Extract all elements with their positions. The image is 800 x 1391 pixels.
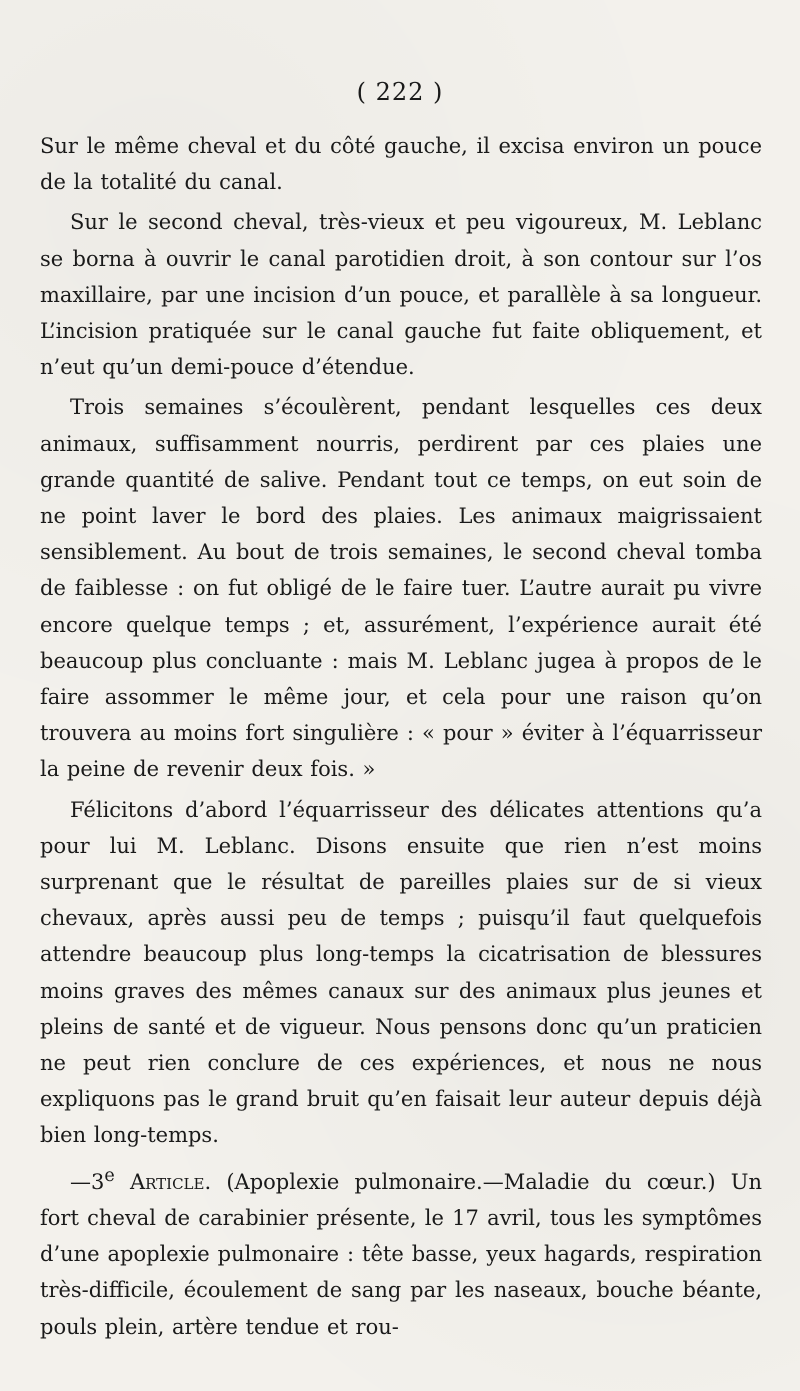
paragraph-5 (40, 1158, 762, 1345)
paragraph-2: Sur le second cheval, très-vieux et peu vigoureux, M. Leblanc se borna à ouvrir le canal parotidien droit, à son contour sur l’os maxillaire, par une incision d’un pouce, et parallèle à sa longueur. L’incision pratiquée sur le canal gauche fut faite obliquement, et n’eut qu’un demi-pouce d’étendue. (40, 210, 762, 380)
article-heading: Article. (129, 1169, 212, 1194)
body-text (40, 128, 762, 1345)
article-ordinal: e (104, 1165, 115, 1186)
page-number: ( 222 ) (356, 78, 444, 106)
paragraph-3: Trois semaines s’écoulèrent, pendant lesquelles ces deux animaux, suffisamment nourris, perdirent par ces plaies une grande quantité de salive. Pendant tout ce temps, on eut soin de ne point laver le bord des plaies. Les animaux maigrissaient sensiblement. Au bout de trois semaines, le second cheval tomba de faiblesse : on fut obligé de le faire tuer. L’autre aurait pu vivre encore quelque temps ; et, assurément, l’expérience aurait été beaucoup plus concluante : mais M. Leblanc jugea à propos de le faire assommer le même jour, et cela pour une raison qu’on trouvera au moins fort singulière : « pour » éviter à l’équarrisseur la peine de revenir deux fois. » (40, 395, 762, 782)
article-lead: —3 (70, 1169, 105, 1194)
paragraph-4: Félicitons d’abord l’équarrisseur des délicates attentions qu’a pour lui M. Leblanc. Disons ensuite que rien n’est moins surprenant que le résultat de pareilles plaies sur de si vieux chevaux, après aussi peu de temps ; puisqu’il faut quelquefois attendre beaucoup plus long-temps la cicatrisation de blessures moins graves des mêmes canaux sur des animaux plus jeunes et pleins de santé et de vigueur. Nous pensons donc qu’un praticien ne peut rien conclure de ces expériences, et nous ne nous expliquons pas le grand bruit qu’en faisait leur auteur depuis déjà bien long-temps. (40, 797, 762, 1148)
paragraph-1: Sur le même cheval et du côté gauche, il excisa environ un pouce de la totalité du canal. (40, 134, 762, 195)
article-body: (Apoplexie pulmonaire.—Maladie du cœur.) Un fort cheval de carabinier présente, le 17 avril, tous les symptômes d’une apoplexie pulmonaire : tête basse, yeux hagards, respiration très-difficile, écoulement de sang par les naseaux, bouche béante, pouls plein, artère tendue et rou- (40, 1169, 762, 1339)
